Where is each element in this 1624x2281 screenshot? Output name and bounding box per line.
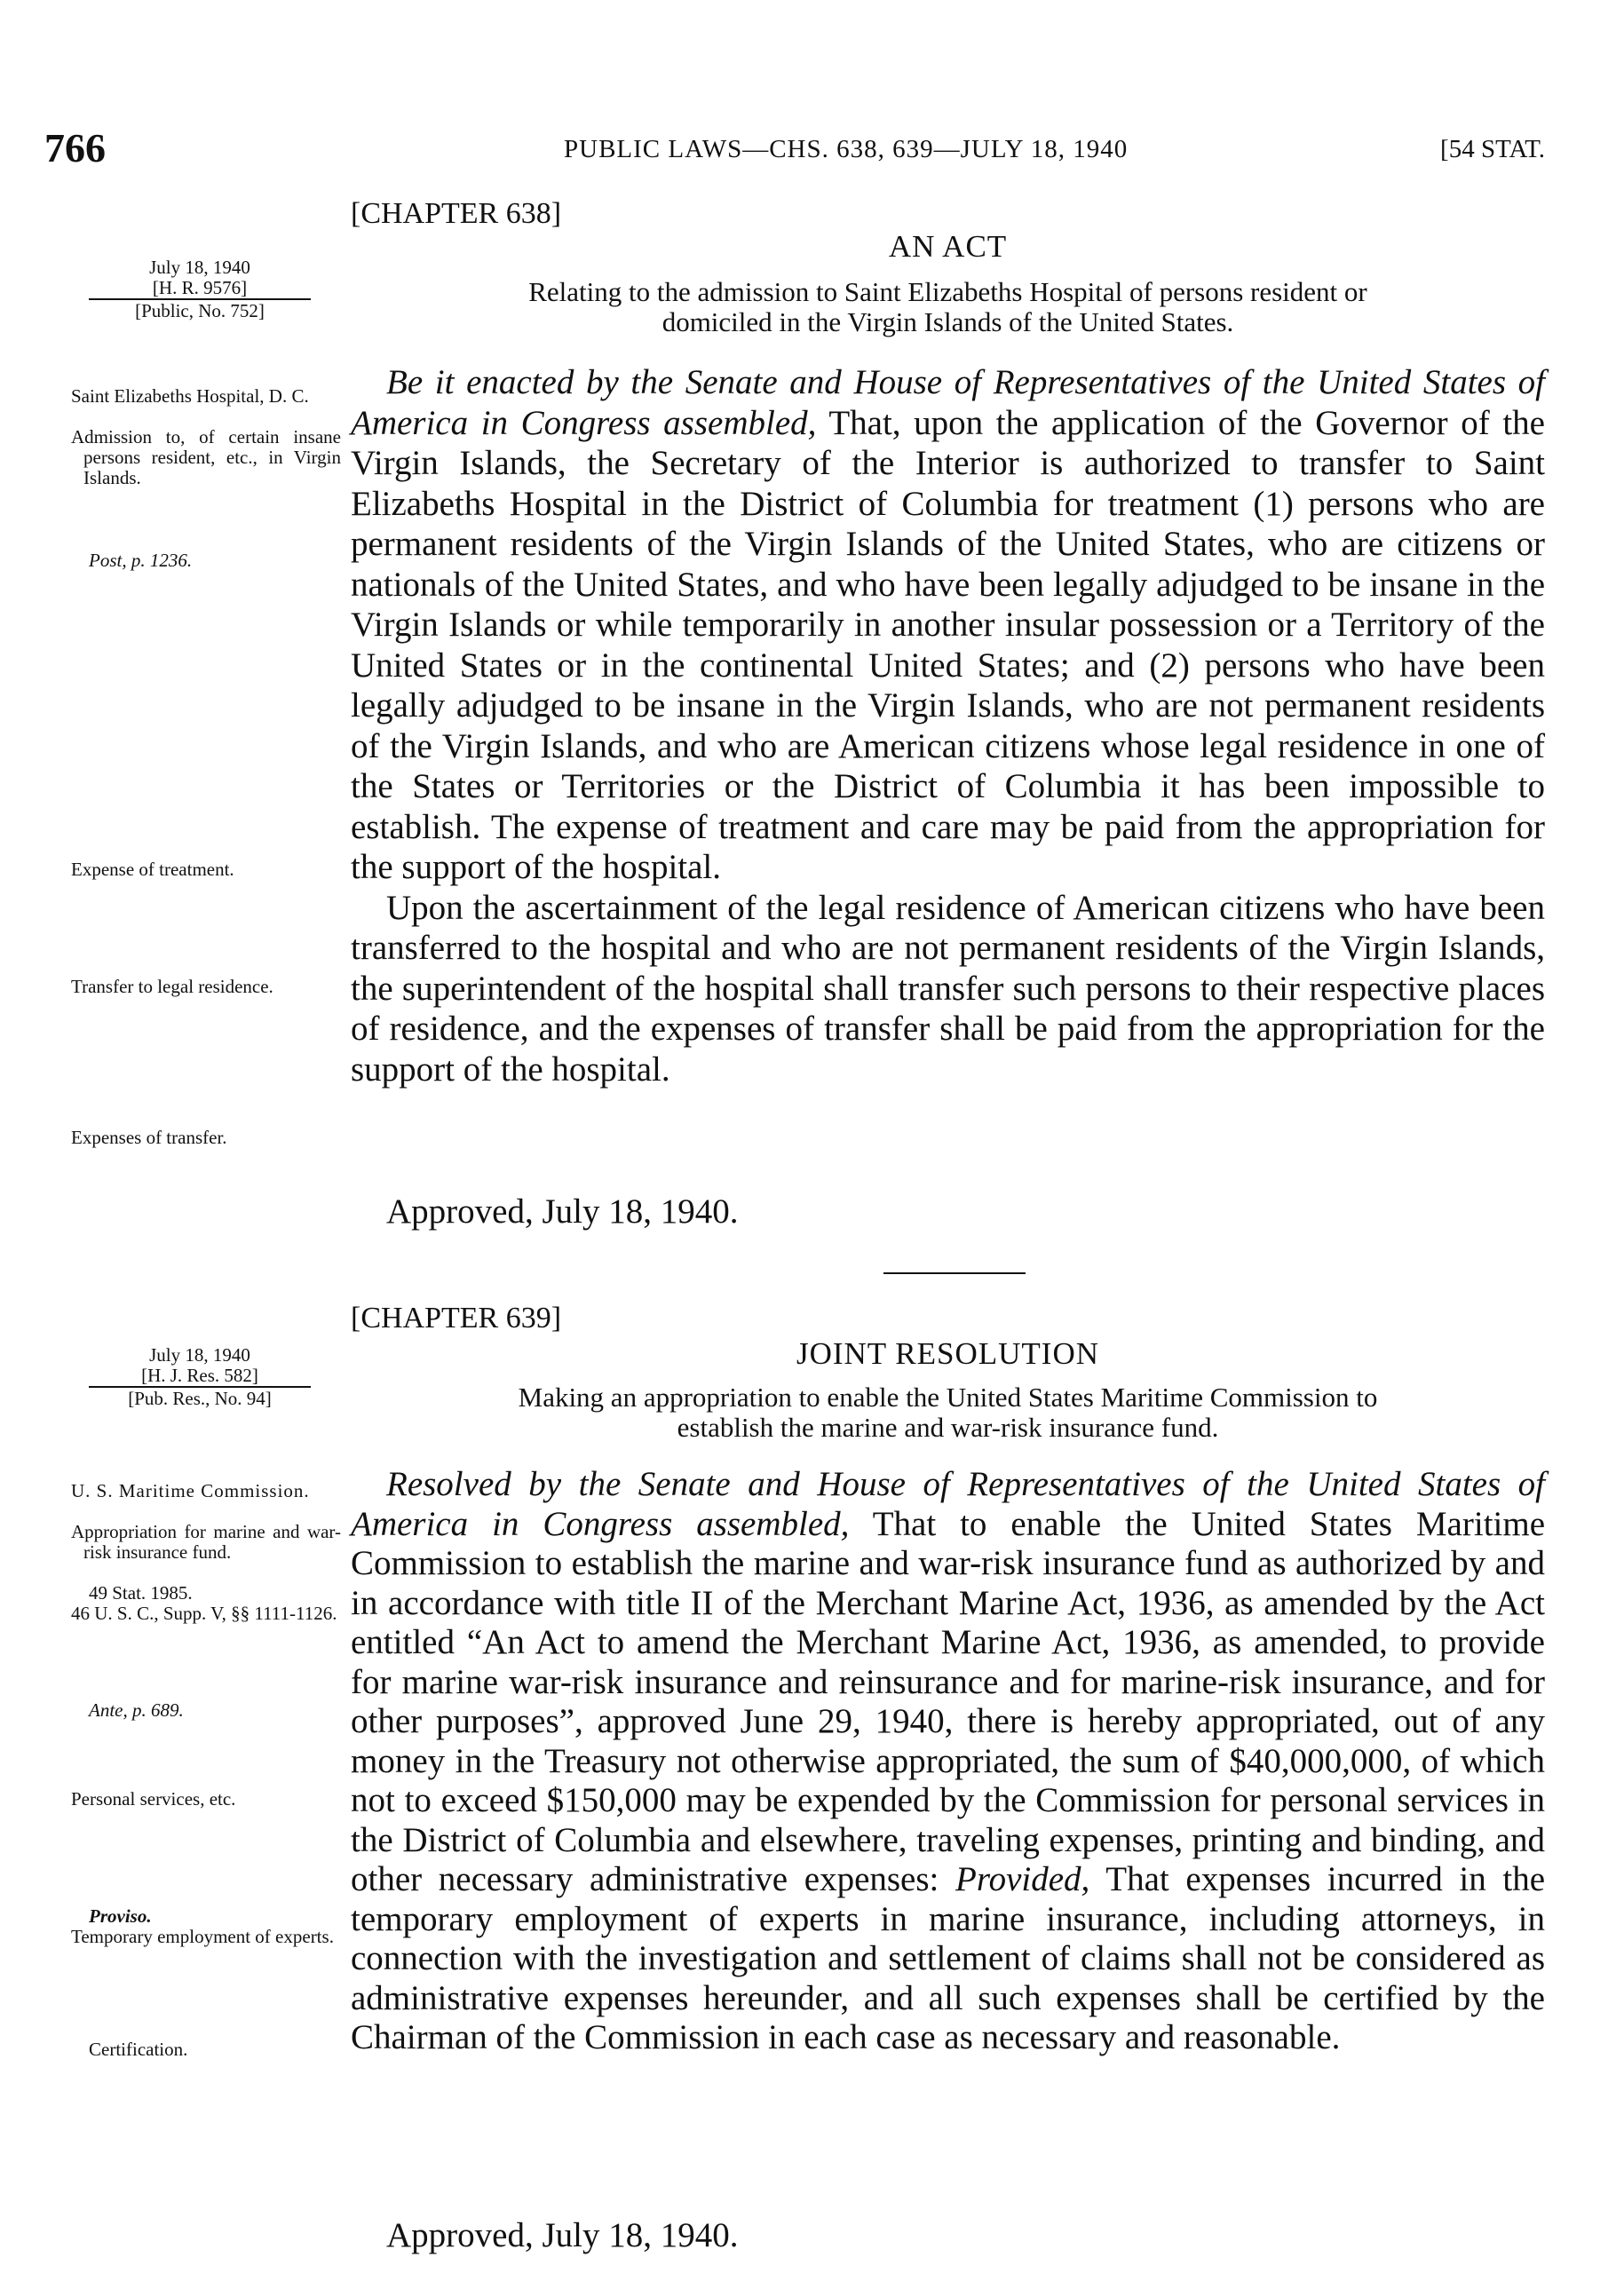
ch639-resolution-number: [Pub. Res., No. 94] [128,1388,272,1409]
ch638-approved: Approved, July 18, 1940. [386,1192,739,1231]
ch638-date: July 18, 1940 [149,257,250,278]
ch638-note-expense: Expense of treatment. [71,859,234,880]
ch639-resolving-clause: Resolved by the Senate and House of Representatives of the United States of America in Congress assembled, [351,1465,1545,1543]
page-number: 766 [44,125,106,170]
ch638-paragraph-1: That, upon the application of the Governor of the Virgin Islands, the Secretary of the Interior is authorized to transfer to Saint Elizabeths Hospital in the District of Columbia for treatment (1) persons who are permanent residents of the Virgin Islands of the United States, who are citizens or nationals of the United States, and who have been legally adjudged to be insane in the Virgin Islands or while temporarily in another insular possession or a Territory of the United States or in the continental United States; and (2) persons who have been legally adjudged to be insane in the Virgin Islands, who are not permanent residents of the Virgin Islands, and who are American citizens whose legal residence in one of the States or Territories or the District of Columbia it has been impossible to establish. The expense of treatment and care may be paid from the appropriation for the support of the hospital. [351,403,1545,886]
ch639-note-personal-services: Personal services, etc. [71,1788,236,1810]
ch638-heading: [CHAPTER 638] [351,197,562,230]
ch638-note-expenses-of-transfer: Expenses of transfer. [71,1127,227,1148]
ch638-summary-line-2: domiciled in the Virgin Islands of the United States. [661,306,1234,337]
ch639-note-usc: 46 U. S. C., Supp. V, §§ 1111-1126. [71,1603,337,1624]
ch639-paragraph-1-part-2: That expenses incurred in the temporary employment of experts in marine insurance, including attorneys, in connection with the investigation and settlement of claims shall not be considered as administrative expenses hereunder, and all such expenses shall be certified by the Chairman of the Commission in each case as necessary and reasonable. [351,1860,1546,2056]
ch638-note-admission: Admission to, of certain insane persons resident, etc., in Virgin Islands. [71,426,341,488]
ch638-summary-line-1: Relating to the admission to Saint Elizabeths Hospital of persons resident or [528,276,1367,307]
ch639-note-appropriation: Appropriation for marine and war-risk insurance fund. [71,1521,341,1563]
ch639-note-temporary-employment: Temporary employment of experts. [71,1926,334,1947]
ch639-note-proviso: Proviso. [89,1905,152,1927]
ch638-enacting-clause: Be it enacted by the Senate and House of Representatives of the United States of America in Congress assembled, [351,363,1545,442]
ch639-act-type: JOINT RESOLUTION [796,1336,1100,1371]
ch638-note-post: Post, p. 1236. [89,550,193,571]
ch639-heading: [CHAPTER 639] [351,1302,562,1335]
ch638-paragraph-2: Upon the ascertainment of the legal residence of American citizens who have been transferred to the hospital and who are not permanent residents of the Virgin Islands, the superintendent of the hospital shall transfer such persons to their respective places of residence, and the expenses of transfer shall be paid from the appropriation for the support of the hospital. [351,888,1545,1089]
ch639-bill-number: [H. J. Res. 582] [89,1366,311,1388]
ch639-provided: Provided, [955,1860,1090,1898]
ch639-note-stat: 49 Stat. 1985. [89,1582,193,1604]
chapter-divider [883,1272,1026,1274]
ch639-note-certification: Certification. [89,2039,188,2060]
ch638-summary [351,277,1545,337]
ch639-note-commission: U. S. Maritime Commission. [71,1480,310,1501]
ch638-section-1 [351,362,1545,888]
ch638-public-law-number: [Public, No. 752] [135,300,265,321]
ch639-summary-line-1: Making an appropriation to enable the United States Maritime Commission to [518,1382,1378,1413]
ch639-summary [351,1382,1545,1443]
ch639-paragraph-1-part-1: That to enable the United States Maritime Commission to establish the marine and war-risk insurance fund as authorized by and in accordance with title II of the Merchant Marine Act, 1936, as amended by the Act entitled “An Act to amend the Merchant Marine Act, 1936, as amended, to provide for marine war-risk insurance and reinsurance and for marine-risk insurance, and for other purposes”, approved June 29, 1940, there is hereby appropriated, out of any money in the Treasury not otherwise appropriated, the sum of $40,000,000, of which not to exceed $150,000 may be expended by the Commission for personal services in the District of Columbia and elsewhere, traveling expenses, printing and binding, and other necessary administrative expenses: [351,1504,1546,1898]
ch639-note-ante: Ante, p. 689. [89,1699,184,1721]
ch639-section-1 [351,1465,1545,2058]
ch639-approved: Approved, July 18, 1940. [386,2216,739,2254]
running-title: PUBLIC LAWS—CHS. 638, 639—JULY 18, 1940 [564,135,1129,163]
ch639-body [351,1465,1545,2058]
statute-reference: [54 STAT. [1440,135,1545,163]
ch638-note-hospital: Saint Elizabeths Hospital, D. C. [71,385,309,407]
running-head [44,124,1545,178]
ch638-body [351,362,1545,1089]
ch638-act-type: AN ACT [888,229,1008,264]
ch638-note-transfer: Transfer to legal residence. [71,976,273,997]
ch639-date: July 18, 1940 [149,1344,250,1366]
ch639-summary-line-2: establish the marine and war-risk insurance fund. [677,1412,1219,1443]
ch638-bill-number: [H. R. 9576] [89,278,311,300]
